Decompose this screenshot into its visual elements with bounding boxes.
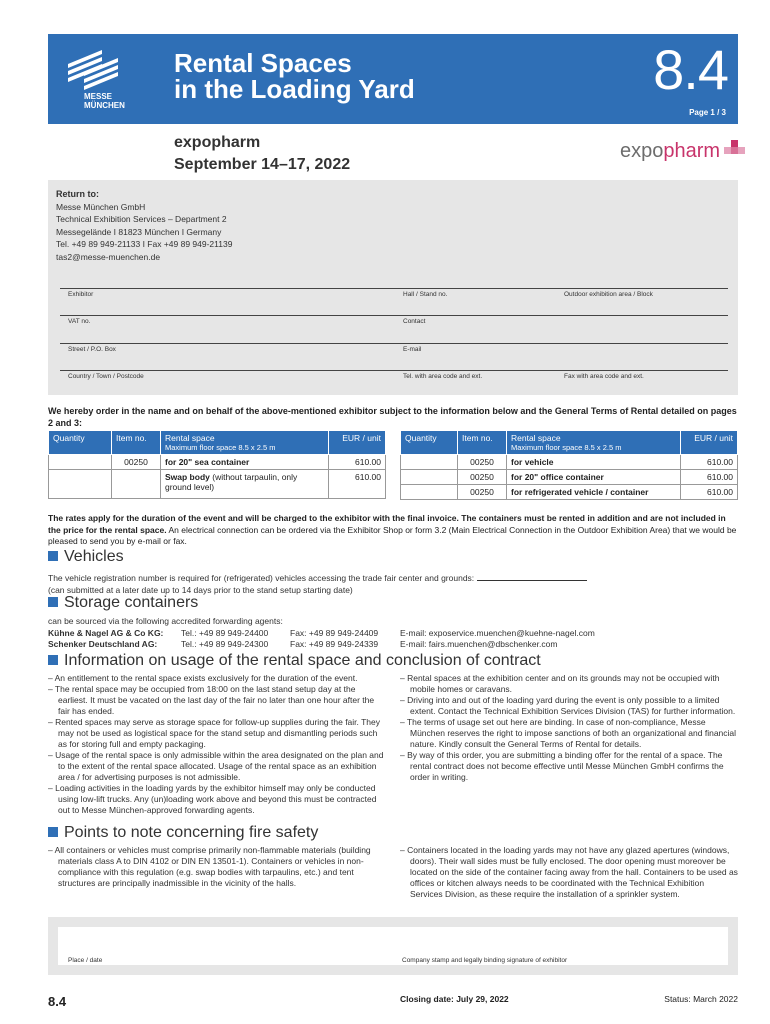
list-item: – Usage of the rental space is only admissible within the area designated on the plan and to the extent of the rental space allocated. Usage of the rental space as an exhibition area / for advertising purposes is not admissible. (48, 750, 384, 782)
desc-text: for vehicle (511, 457, 554, 467)
table-row (49, 470, 386, 499)
table-row (401, 470, 738, 485)
place-date-label: Place / date (68, 957, 103, 964)
fire-heading (48, 824, 318, 842)
price-cell: 610.00 (681, 455, 738, 470)
messe-muenchen-logo (48, 34, 166, 124)
title-line1: Rental Spaces (174, 48, 352, 78)
logo-text (84, 92, 125, 110)
desc-extra: (without tarpaulin, only ground level) (165, 472, 298, 492)
list-item: – The rental space may be occupied from 18:00 on the last stand setup day at the earliest. It must be vacated on the last day of the fair no later than one hour after the fair has ended. (48, 684, 375, 716)
event-info (174, 132, 350, 176)
desc-text: for refrigerated vehicle / container (511, 487, 649, 497)
list-item: – An entitlement to the rental space exists exclusively for the duration of the event. (48, 673, 358, 683)
desc-cell (507, 485, 681, 500)
vehicles-text2: (can submitted at a later date up to 14 days prior to the stand setup starting date) (48, 584, 353, 595)
th-eur-unit: EUR / unit (681, 431, 738, 455)
vehicles-heading (48, 548, 124, 566)
th-item-no: Item no. (112, 431, 161, 455)
th-quantity: Quantity (401, 431, 458, 455)
return-line2: Technical Exhibition Services – Department 2 (56, 214, 227, 224)
th-rental-space (161, 431, 329, 455)
usage-heading-text: Information on usage of the rental space and conclusion of contract (64, 652, 541, 669)
rates-note (48, 513, 738, 548)
price-cell: 610.00 (681, 470, 738, 485)
return-address (56, 188, 232, 263)
street-email-field[interactable] (60, 343, 728, 344)
list-item: – Loading activities in the loading yards by the exhibitor himself may only be conducted using low-lift trucks. Any (un)loading work above and beyond this must be contracted out to Messe München-approved forwarding agents. (48, 783, 377, 815)
list-item: – The terms of usage set out here are binding. In case of non-compliance, Messe München reserves the right to impose sanctions of both an organizational and financial nature. Kindly consult the General Terms of Rental for details. (400, 717, 737, 749)
contact-label: Contact (403, 318, 426, 325)
vehicles-text (48, 571, 738, 596)
return-line3: Messegelände I 81823 München I Germany (56, 226, 222, 237)
item-no-cell: 00250 (458, 485, 507, 500)
storage-heading (48, 594, 198, 612)
vehicles-text1: The vehicle registration number is required for (refrigerated) vehicles accessing the trade fair center and grounds: (48, 573, 475, 583)
section-square-icon (48, 655, 58, 665)
street-label: Street / P.O. Box (68, 346, 116, 353)
footer-form-number: 8.4 (48, 994, 67, 1009)
logo-line2: MÜNCHEN (84, 101, 125, 110)
country-label: Country / Town / Postcode (68, 373, 144, 380)
tel-label: Tel. with area code and ext. (403, 373, 483, 380)
rental-table-right (400, 430, 738, 500)
agent-email: E-mail: fairs.muenchen@dbschenker.com (400, 639, 558, 649)
th-rental-space-label: Rental space (511, 433, 561, 443)
price-cell: 610.00 (681, 485, 738, 500)
agent-row (48, 639, 738, 651)
signature-field[interactable] (58, 927, 728, 965)
page-indicator: Page 1 / 3 (689, 108, 726, 117)
rates-note-bold: The rates apply for the duration of the event and will be charged to the exhibitor with the final invoice. The containers must be rented in addition and are not included in the price for the rental space. (48, 513, 726, 535)
desc-cell (161, 455, 329, 470)
agent-fax: Fax: +49 89 949-24339 (290, 639, 379, 649)
vehicles-heading-text: Vehicles (64, 548, 124, 565)
header-banner (48, 34, 738, 124)
stamp-label: Company stamp and legally binding signature of exhibitor (402, 957, 568, 964)
event-name: expopharm (174, 134, 261, 151)
list-item: – All containers or vehicles must comprise primarily non-flammable materials (building materials class A to DIN 4102 or DIN EN 13501-1). Containers or vehicles in non-compliance with this regulation (e.g. swap bodies with tarpaulins, etc.) and tent structures are principally inadmissible in the vicinity of the halls. (48, 845, 371, 888)
return-line1: Messe München GmbH (56, 201, 146, 212)
desc-cell (507, 455, 681, 470)
agent-email: E-mail: exposervice.muenchen@kuehne-nagel.com (400, 627, 595, 638)
desc-text: Swap body (165, 472, 210, 482)
agent-tel: Tel.: +49 89 949-24400 (181, 627, 269, 638)
quantity-input[interactable] (401, 485, 458, 500)
registration-input[interactable] (477, 571, 587, 581)
agent-fax: Fax: +49 89 949-24409 (290, 627, 379, 638)
usage-heading (48, 652, 541, 670)
table-row (49, 455, 386, 470)
country-tel-field[interactable] (60, 370, 728, 371)
agent-tel: Tel.: +49 89 949-24300 (181, 639, 269, 649)
expo-logo-part2: pharm (663, 140, 721, 162)
agent-name: Schenker Deutschland AG: (48, 639, 158, 649)
item-no-cell: 00250 (458, 455, 507, 470)
th-rental-space-label: Rental space (165, 433, 215, 443)
outdoor-area-label: Outdoor exhibition area / Block (564, 291, 653, 298)
exhibitor-field[interactable] (60, 288, 728, 289)
quantity-input[interactable] (49, 470, 112, 499)
th-max-floor: Maximum floor space 8.5 x 2.5 m (511, 443, 622, 452)
status-date: Status: March 2022 (664, 994, 738, 1004)
return-label: Return to: (56, 189, 99, 199)
usage-list-right (400, 673, 738, 783)
logo-stripes-icon (62, 48, 122, 92)
table-row (401, 455, 738, 470)
storage-intro: can be sourced via the following accredited forwarding agents: (48, 616, 283, 626)
price-cell: 610.00 (329, 470, 386, 499)
desc-text: for 20" sea container (165, 457, 250, 467)
list-item: – By way of this order, you are submitting a binding offer for the rental of a space. The rental contract does not become effective until Messe München GmbH confirms the order in writing. (400, 750, 724, 782)
email-label: E-mail (403, 346, 422, 353)
event-dates: September 14–17, 2022 (174, 156, 351, 173)
item-no-cell: 00250 (458, 470, 507, 485)
usage-list-left (48, 673, 386, 816)
desc-cell (161, 470, 329, 499)
title-line2: in the Loading Yard (174, 74, 415, 104)
th-eur-unit: EUR / unit (329, 431, 386, 455)
quantity-input[interactable] (401, 470, 458, 485)
section-square-icon (48, 551, 58, 561)
order-intro: We hereby order in the name and on behalf of the above-mentioned exhibitor subject to the information below and the General Terms of Rental detailed on pages 2 and 3: (48, 406, 737, 428)
list-item: – Containers located in the loading yards may not have any glazed apertures (windows, doors). Their wall sides must be fully enclosed. The door opening must moreover be located on the side of the container facing away from the hall. Containers to be used as offices or kitchen always needs to be coordinated with the Technical Exhibition Services Division, as these require the installation of a sprinkler system. (400, 845, 738, 899)
return-line5: tas2@messe-muenchen.de (56, 251, 161, 262)
list-item: – Driving into and out of the loading yard during the event is only possible to a limited extent. Contact the Technical Exhibition Services Division (TAS) for further information. (400, 695, 736, 716)
storage-heading-text: Storage containers (64, 594, 199, 611)
vat-label: VAT no. (68, 318, 91, 325)
desc-text: for 20" office container (511, 472, 604, 482)
agent-name: Kühne & Nagel AG & Co KG: (48, 627, 164, 638)
th-max-floor: Maximum floor space 8.5 x 2.5 m (165, 443, 276, 452)
expo-cross-icon (724, 140, 746, 160)
item-no-cell (112, 470, 161, 499)
rates-note-rest: An electrical connection can be ordered via the Exhibitor Shop or form 3.2 (Main Electrical Connection in the Outdoor Exhibition Area) that we would be pleased to send you by e-mail or fax. (48, 524, 737, 546)
table-row (401, 485, 738, 500)
section-square-icon (48, 597, 58, 607)
storage-text (48, 616, 738, 651)
expo-logo-part1: expo (620, 140, 664, 162)
agent-row (48, 628, 738, 640)
return-line4: Tel. +49 89 949-21133 I Fax +49 89 949-21139 (56, 239, 233, 249)
th-item-no: Item no. (458, 431, 507, 455)
quantity-input[interactable] (401, 455, 458, 470)
desc-cell (507, 470, 681, 485)
section-square-icon (48, 827, 58, 837)
list-item: – Rented spaces may serve as storage space for follow-up supplies during the fair. They may not be used as logistical space for the stand setup and dismantling periods such as for storing full and empty packaging. (48, 717, 380, 749)
rental-table-left (48, 430, 386, 499)
form-number: 8.4 (653, 38, 728, 101)
fire-list-left (48, 845, 386, 889)
hall-stand-label: Hall / Stand no. (403, 291, 448, 298)
page-title (174, 50, 415, 102)
closing-date: Closing date: July 29, 2022 (400, 994, 509, 1004)
logo-line1: MESSE (84, 92, 113, 101)
th-rental-space (507, 431, 681, 455)
exhibitor-details-box (48, 180, 738, 395)
fire-list-right (400, 845, 738, 900)
fire-heading-text: Points to note concerning fire safety (64, 824, 319, 841)
exhibitor-label: Exhibitor (68, 291, 94, 298)
quantity-input[interactable] (49, 455, 112, 470)
signature-box (48, 917, 738, 975)
fax-label: Fax with area code and ext. (564, 373, 644, 380)
th-quantity: Quantity (49, 431, 112, 455)
expopharm-logo (620, 140, 746, 163)
vat-contact-field[interactable] (60, 315, 728, 316)
item-no-cell: 00250 (112, 455, 161, 470)
price-cell: 610.00 (329, 455, 386, 470)
list-item: – Rental spaces at the exhibition center and on its grounds may not be occupied with mobile homes or caravans. (400, 673, 720, 694)
